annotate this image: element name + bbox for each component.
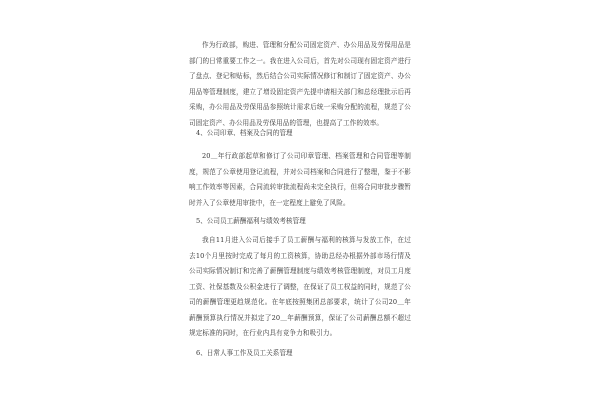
heading-daily-hr-relations: 6、日常人事工作及员工关系管理 [196,349,293,357]
heading-seal-archive-contract: 4、公司印章、档案及合同的管理 [196,129,293,137]
paragraph-seal-archive-contract: 20＿年行政部起草和修订了公司印章管理、档案管理和合同管理等制度，规范了公章使用登记流程，并对公司档案和合同进行了整理，鉴于不影响工作效率等因素，合同流转审批流程尚未完全执行，但将合同审批步骤暂时并入了公章使用审批中，在一定程度上避免了风险。 [189,152,411,207]
paragraph-salary-performance: 我自11月进入公司后接手了员工薪酬与福利的核算与发放工作，在过去10个月里按时完成了每月的工资核算，协助总经办根据外部市场行情及公司实际情况制订和完善了薪酬管理制度与绩效考核管理制度，对员工月度工资、社保基数及公积金进行了调整，在保证了员工权益的同时，规范了公司的薪酬管理更趋规范化。在年底按照集团总部要求，统计了公司20＿年薪酬预算执行情况并拟定了20＿年薪酬预算，保证了公司薪酬总额不超过规定标准的同时，在行业内具有竞争力和吸引力。 [189,236,411,337]
paragraph-asset-management: 作为行政部，购进、管理和分配公司固定资产、办公用品及劳保用品是部门的日常重要工作之一。我在进入公司后，首先对公司现有固定资产进行了盘点、登记和贴标，然后结合公司实际情况修订和制订了固定资产、办公用品等管理制度，建立了增设固定资产先提申请相关部门和总经理批示后再采购，办公用品及劳保用品参照统计需求后统一采购分配的流程，规范了公司固定资产、办公用品及劳保用品的管理，也提高了工作的效率。 [189,41,411,127]
heading-salary-performance: 5、公司员工薪酬福利与绩效考核管理 [196,217,306,225]
